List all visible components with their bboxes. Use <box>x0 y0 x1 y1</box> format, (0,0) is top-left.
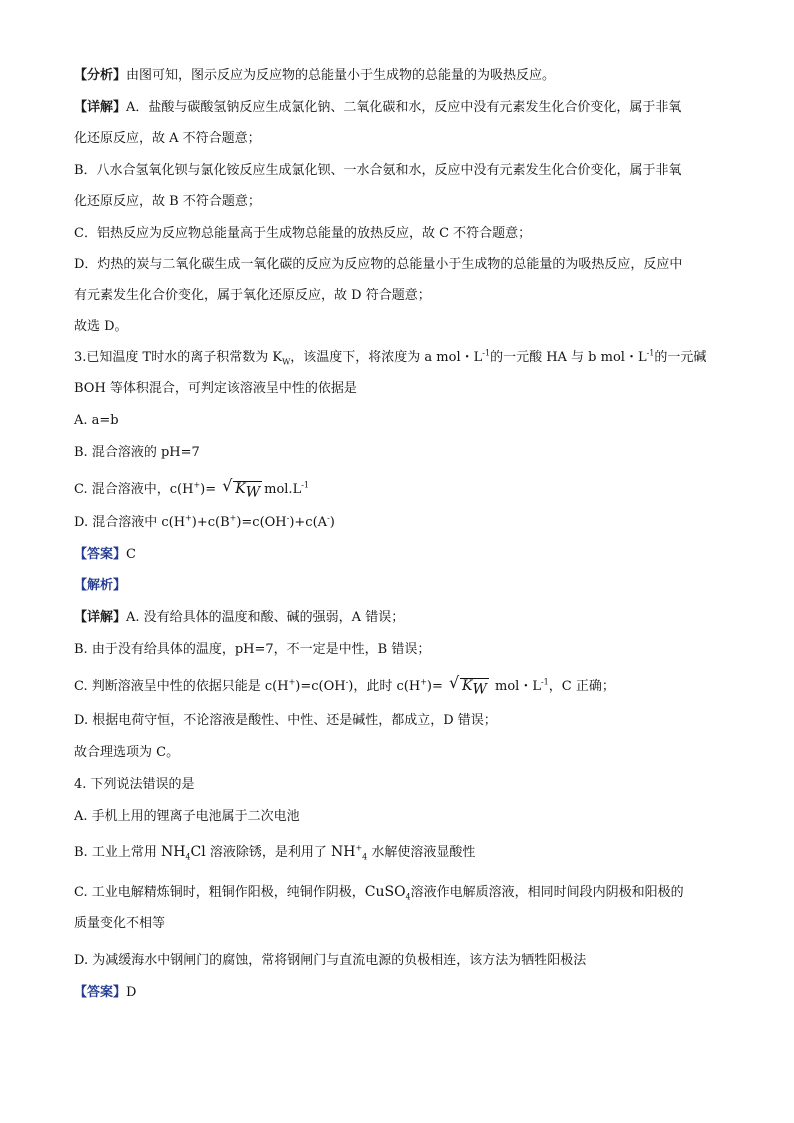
option-a: A. a=b <box>74 413 119 428</box>
explanation-tag: 【解析】 <box>74 578 127 593</box>
text-line: 化还原反应，故 A 不符合题意； <box>74 131 261 146</box>
analysis-line <box>74 66 555 86</box>
option-b: B. 混合溶液的 pH=7 <box>74 445 200 460</box>
text-line: B. 由于没有给具体的温度，pH=7，不一定是中性，B 错误； <box>74 642 431 657</box>
question-3-stem-cont: BOH 等体积混合，可判定该溶液呈中性的依据是 <box>74 381 357 396</box>
option-d: D. 混合溶液中 c(H+)+c(B+)=c(OH-)+c(A-) <box>74 513 335 530</box>
answer-tag: 【答案】 <box>74 985 127 1000</box>
answer-line <box>74 983 136 1003</box>
option-a: A. 手机上用的锂离子电池属于二次电池 <box>74 809 300 824</box>
text-line: 故合理选项为 C。 <box>74 745 180 760</box>
detail-line-b: 【详解】A. 没有给具体的温度和酸、碱的强弱，A 错误； <box>74 610 405 625</box>
answer-value: D <box>126 985 137 1000</box>
analysis-text: 由图可知，图示反应为反应物的总能量小于生成物的总能量的为吸热反应。 <box>126 68 556 83</box>
answer-tag: 【答案】 <box>74 547 127 562</box>
sqrt-kw-formula: √ $K_W$ <box>222 476 261 501</box>
detail-line-a <box>74 98 681 118</box>
question-4-stem: 4. 下列说法错误的是 <box>74 777 195 792</box>
explanation-c: C. 判断溶液呈中性的依据只能是 c(H+)=c(OH-)，此时 c(H+)= √ $K_W$ mol・$L^{-1}$，C 正确； <box>74 673 615 698</box>
text-line: 质量变化不相等 <box>74 916 166 931</box>
text-line: C．铝热反应为反应物总能量高于生成物总能量的放热反应，故 C 不符合题意； <box>74 226 532 241</box>
detail-tag: 【详解】 <box>74 100 127 115</box>
text-line: 有元素发生化合价变化，属于氧化还原反应，故 D 符合题意； <box>74 288 431 303</box>
text-line: 化还原反应，故 B 不符合题意； <box>74 194 261 209</box>
option-c: C. 混合溶液中，c(H+)= √ $K_W$ $mol.L^{-1}$ <box>74 476 309 501</box>
option-c: C. 工业电解精炼铜时，粗铜作阳极，纯铜作阴极，CuSO$_4$溶液作电解质溶液，相同时间段内阴极和阳极的 <box>74 884 684 902</box>
text-line: D. 根据电荷守恒，不论溶液是酸性、中性、还是碱性，都成立，D 错误； <box>74 713 497 728</box>
detail-text: A．盐酸与碳酸氢钠反应生成氯化钠、二氧化碳和水，反应中没有元素发生化合价变化，属于非氧 <box>126 100 682 115</box>
text-line: 故选 D。 <box>74 319 128 334</box>
answer-line <box>74 545 136 565</box>
option-d: D. 为减缓海水中钢闸门的腐蚀，常将钢闸门与直流电源的负极相连，该方法为牺牲阳极法 <box>74 953 587 968</box>
option-b: B. 工业上常用 $NH_4Cl$ 溶液除锈，是利用了 $NH^+_4$ 水解使溶液显酸性 <box>74 843 476 862</box>
text-line: B．八水合氢氧化钡与氯化铵反应生成氯化钡、一水合氨和水，反应中没有元素发生化合价变化，属于非氧 <box>74 163 682 178</box>
text-line: D．灼热的炭与二氧化碳生成一氧化碳的反应为反应物的总能量小于生成物的总能量的为吸热反应，反应中 <box>74 257 683 272</box>
question-3-stem: 3.已知温度 T时水的离子积常数为 $K_W$，该温度下，将浓度为 a mol・$L^{-1}$的一元酸 HA 与 b mol・$L^{-1}$的一元碱 <box>74 348 707 367</box>
sqrt-kw-formula: √ $K_W$ <box>449 673 487 698</box>
analysis-tag: 【分析】 <box>74 68 127 83</box>
detail-tag: 【详解】 <box>74 610 127 625</box>
answer-value: C <box>126 547 136 562</box>
explanation-line <box>74 576 126 596</box>
